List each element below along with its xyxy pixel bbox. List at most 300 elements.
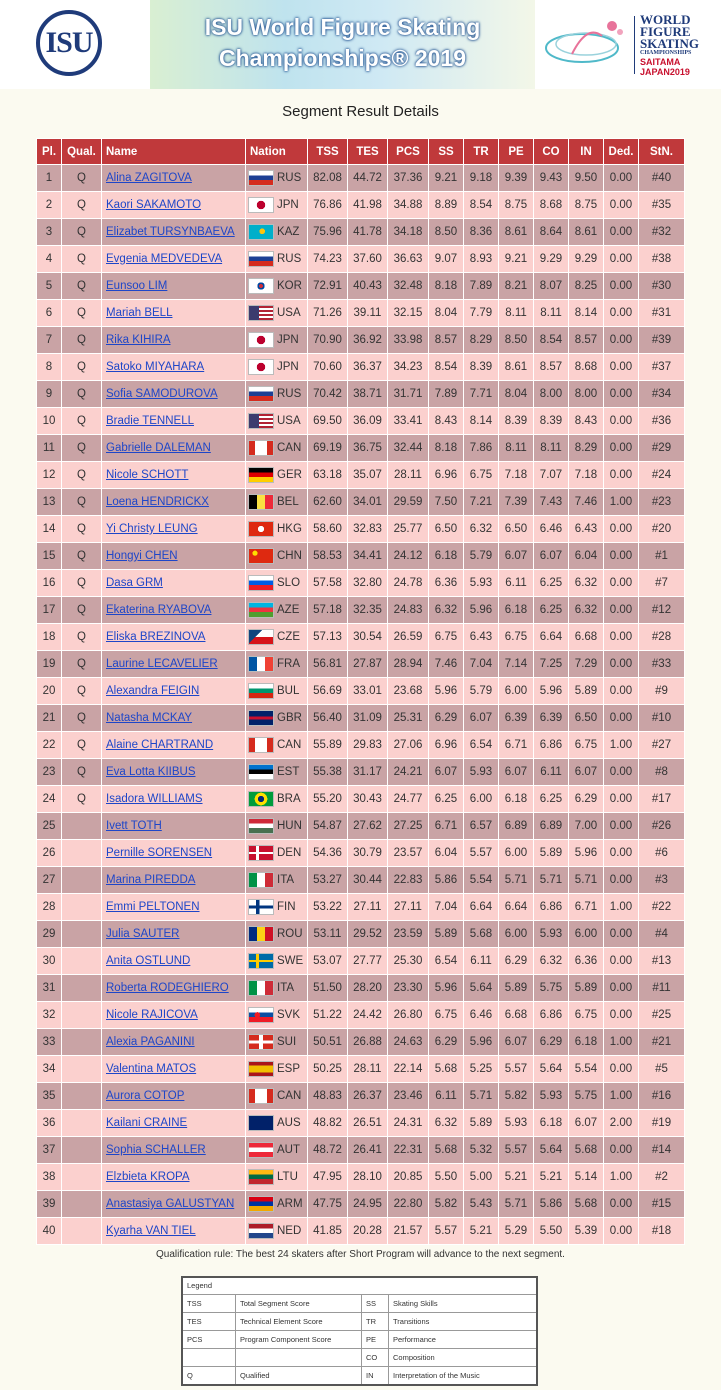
cell-stn: #20 xyxy=(639,516,685,543)
cell-placement: 4 xyxy=(37,246,62,273)
cell-stn: #12 xyxy=(639,597,685,624)
cell-tes: 26.37 xyxy=(348,1083,388,1110)
cell-pe: 6.00 xyxy=(499,921,534,948)
cell-pe: 7.18 xyxy=(499,462,534,489)
cell-name xyxy=(102,246,246,273)
cell-name xyxy=(102,651,246,678)
nation-code: NED xyxy=(277,1225,302,1238)
cell-name xyxy=(102,273,246,300)
cell-stn: #13 xyxy=(639,948,685,975)
col-header-tr: TR xyxy=(464,139,499,165)
cell-tss: 48.82 xyxy=(308,1110,348,1137)
cell-qualified xyxy=(62,840,102,867)
cell-nation xyxy=(246,678,308,705)
col-header-ss: SS xyxy=(429,139,464,165)
skater-name-link[interactable]: Julia SAUTER xyxy=(106,928,180,940)
cell-ss: 6.96 xyxy=(429,732,464,759)
cell-name xyxy=(102,1083,246,1110)
cell-stn: #26 xyxy=(639,813,685,840)
cell-co: 8.11 xyxy=(534,435,569,462)
nation-code: CHN xyxy=(277,550,302,563)
cell-stn: #40 xyxy=(639,165,685,192)
flag-icon xyxy=(248,1169,274,1185)
nation-code: CAN xyxy=(277,442,302,455)
skater-name-link[interactable]: Anita OSTLUND xyxy=(106,955,191,967)
cell-name xyxy=(102,1110,246,1137)
table-row xyxy=(37,165,685,192)
table-row xyxy=(37,813,685,840)
cell-in: 6.75 xyxy=(569,1002,604,1029)
nation-code: HKG xyxy=(277,523,302,536)
cell-in: 6.43 xyxy=(569,516,604,543)
cell-stn: #36 xyxy=(639,408,685,435)
skater-name-link[interactable]: Hongyi CHEN xyxy=(106,550,178,562)
cell-co: 7.07 xyxy=(534,462,569,489)
table-row xyxy=(37,1002,685,1029)
cell-tes: 35.07 xyxy=(348,462,388,489)
cell-pe: 8.61 xyxy=(499,354,534,381)
cell-co: 8.64 xyxy=(534,219,569,246)
cell-in: 5.71 xyxy=(569,867,604,894)
cell-stn: #28 xyxy=(639,624,685,651)
table-row xyxy=(37,975,685,1002)
cell-placement: 30 xyxy=(37,948,62,975)
cell-co: 5.64 xyxy=(534,1056,569,1083)
nation-code: KOR xyxy=(277,280,302,293)
cell-placement: 12 xyxy=(37,462,62,489)
cell-tr: 5.68 xyxy=(464,921,499,948)
cell-qualified xyxy=(62,975,102,1002)
flag-icon xyxy=(248,1142,274,1158)
wfs-line5: SAITAMA xyxy=(640,57,681,67)
legend-abbreviation: PCS xyxy=(183,1331,236,1348)
skater-name-link[interactable]: Alexandra FEIGIN xyxy=(106,685,200,697)
legend-description: Total Segment Score xyxy=(236,1295,362,1312)
cell-stn: #14 xyxy=(639,1137,685,1164)
legend-abbreviation: TR xyxy=(362,1313,389,1330)
skater-name-link[interactable]: Dasa GRM xyxy=(106,577,163,589)
cell-ded: 0.00 xyxy=(604,975,639,1002)
table-row xyxy=(37,1056,685,1083)
cell-ss: 6.32 xyxy=(429,1110,464,1137)
cell-in: 9.29 xyxy=(569,246,604,273)
cell-tr: 9.18 xyxy=(464,165,499,192)
cell-co: 5.96 xyxy=(534,678,569,705)
cell-qualified xyxy=(62,1056,102,1083)
cell-placement: 31 xyxy=(37,975,62,1002)
table-row xyxy=(37,840,685,867)
skater-name-link[interactable]: Ekaterina RYABOVA xyxy=(106,604,212,616)
cell-tr: 6.32 xyxy=(464,516,499,543)
cell-nation xyxy=(246,327,308,354)
flag-icon xyxy=(248,980,274,996)
skater-name-link[interactable]: Eunsoo LIM xyxy=(106,280,168,292)
cell-pcs: 22.31 xyxy=(388,1137,429,1164)
cell-nation xyxy=(246,354,308,381)
cell-tr: 5.79 xyxy=(464,543,499,570)
cell-qualified: Q xyxy=(62,300,102,327)
cell-pcs: 24.78 xyxy=(388,570,429,597)
cell-in: 8.25 xyxy=(569,273,604,300)
cell-ss: 7.46 xyxy=(429,651,464,678)
cell-name xyxy=(102,543,246,570)
cell-placement: 14 xyxy=(37,516,62,543)
cell-tss: 41.85 xyxy=(308,1218,348,1245)
flag-icon xyxy=(248,332,274,348)
cell-tr: 6.00 xyxy=(464,786,499,813)
cell-ss: 6.11 xyxy=(429,1083,464,1110)
cell-placement: 28 xyxy=(37,894,62,921)
cell-tss: 76.86 xyxy=(308,192,348,219)
cell-tss: 63.18 xyxy=(308,462,348,489)
cell-pe: 6.07 xyxy=(499,759,534,786)
cell-placement: 2 xyxy=(37,192,62,219)
skater-name-link[interactable]: Mariah BELL xyxy=(106,307,173,319)
cell-tr: 5.96 xyxy=(464,597,499,624)
cell-co: 6.46 xyxy=(534,516,569,543)
cell-co: 6.39 xyxy=(534,705,569,732)
nation-code: FIN xyxy=(277,901,296,914)
cell-tes: 29.52 xyxy=(348,921,388,948)
cell-tr: 8.39 xyxy=(464,354,499,381)
cell-pcs: 24.31 xyxy=(388,1110,429,1137)
cell-pe: 8.11 xyxy=(499,435,534,462)
skater-name-link[interactable]: Bradie TENNELL xyxy=(106,415,194,427)
cell-qualified: Q xyxy=(62,516,102,543)
cell-tes: 30.54 xyxy=(348,624,388,651)
cell-co: 6.11 xyxy=(534,759,569,786)
col-header-qual: Qual. xyxy=(62,139,102,165)
table-row xyxy=(37,516,685,543)
cell-qualified: Q xyxy=(62,543,102,570)
skater-name-link[interactable]: Nicole SCHOTT xyxy=(106,469,189,481)
cell-stn: #15 xyxy=(639,1191,685,1218)
nation-code: ITA xyxy=(277,874,295,887)
nation-code: RUS xyxy=(277,388,302,401)
cell-tss: 58.60 xyxy=(308,516,348,543)
cell-ss: 5.96 xyxy=(429,975,464,1002)
cell-qualified: Q xyxy=(62,219,102,246)
cell-tr: 6.64 xyxy=(464,894,499,921)
cell-pcs: 21.57 xyxy=(388,1218,429,1245)
cell-co: 6.32 xyxy=(534,948,569,975)
skater-name-link[interactable]: Evgenia MEDVEDEVA xyxy=(106,253,223,265)
cell-pcs: 24.77 xyxy=(388,786,429,813)
cell-name xyxy=(102,840,246,867)
cell-nation xyxy=(246,705,308,732)
skater-name-link[interactable]: Yi Christy LEUNG xyxy=(106,523,198,535)
cell-placement: 3 xyxy=(37,219,62,246)
cell-pe: 7.39 xyxy=(499,489,534,516)
cell-stn: #9 xyxy=(639,678,685,705)
nation-code: JPN xyxy=(277,334,299,347)
cell-nation xyxy=(246,1056,308,1083)
cell-qualified: Q xyxy=(62,489,102,516)
skater-name-link[interactable]: Alexia PAGANINI xyxy=(106,1036,195,1048)
cell-pcs: 23.57 xyxy=(388,840,429,867)
cell-tss: 50.51 xyxy=(308,1029,348,1056)
skater-name-link[interactable]: Emmi PELTONEN xyxy=(106,901,200,913)
cell-pcs: 20.85 xyxy=(388,1164,429,1191)
cell-tes: 24.95 xyxy=(348,1191,388,1218)
skater-name-link[interactable]: Eva Lotta KIIBUS xyxy=(106,766,196,778)
skater-name-link[interactable]: Alaine CHARTRAND xyxy=(106,739,214,751)
skater-name-link[interactable]: Aurora COTOP xyxy=(106,1090,185,1102)
cell-ss: 6.96 xyxy=(429,462,464,489)
cell-tes: 31.09 xyxy=(348,705,388,732)
cell-name xyxy=(102,516,246,543)
cell-qualified: Q xyxy=(62,462,102,489)
cell-in: 5.14 xyxy=(569,1164,604,1191)
cell-ss: 8.43 xyxy=(429,408,464,435)
cell-tss: 47.95 xyxy=(308,1164,348,1191)
skater-name-link[interactable]: Elzbieta KROPA xyxy=(106,1171,190,1183)
event-banner xyxy=(0,0,721,89)
cell-pcs: 24.63 xyxy=(388,1029,429,1056)
cell-name xyxy=(102,624,246,651)
flag-icon xyxy=(248,629,274,645)
cell-tes: 27.11 xyxy=(348,894,388,921)
cell-ss: 8.89 xyxy=(429,192,464,219)
cell-placement: 13 xyxy=(37,489,62,516)
table-row xyxy=(37,273,685,300)
table-row xyxy=(37,246,685,273)
cell-placement: 25 xyxy=(37,813,62,840)
cell-co: 6.86 xyxy=(534,732,569,759)
cell-pe: 9.21 xyxy=(499,246,534,273)
skater-name-link[interactable]: Kailani CRAINE xyxy=(106,1117,188,1129)
col-header-tes: TES xyxy=(348,139,388,165)
table-row xyxy=(37,894,685,921)
cell-nation xyxy=(246,1083,308,1110)
cell-tes: 36.09 xyxy=(348,408,388,435)
isu-logo-text: ISU xyxy=(45,26,93,59)
flag-icon xyxy=(248,1115,274,1131)
cell-name xyxy=(102,1029,246,1056)
cell-qualified: Q xyxy=(62,678,102,705)
cell-stn: #38 xyxy=(639,246,685,273)
cell-pe: 6.18 xyxy=(499,597,534,624)
cell-ded: 2.00 xyxy=(604,1110,639,1137)
skater-name-link[interactable]: Ivett TOTH xyxy=(106,820,162,832)
flag-icon xyxy=(248,575,274,591)
isu-logo[interactable] xyxy=(36,10,102,76)
cell-ss: 7.89 xyxy=(429,381,464,408)
cell-qualified: Q xyxy=(62,246,102,273)
legend-description: Skating Skills xyxy=(393,1299,438,1308)
cell-name xyxy=(102,192,246,219)
cell-tes: 28.11 xyxy=(348,1056,388,1083)
cell-pe: 5.29 xyxy=(499,1218,534,1245)
cell-qualified: Q xyxy=(62,273,102,300)
skater-name-link[interactable]: Marina PIREDDA xyxy=(106,874,196,886)
cell-co: 8.11 xyxy=(534,300,569,327)
flag-icon xyxy=(248,1007,274,1023)
flag-icon xyxy=(248,1196,274,1212)
cell-qualified: Q xyxy=(62,597,102,624)
cell-name xyxy=(102,921,246,948)
skater-name-link[interactable]: Loena HENDRICKX xyxy=(106,496,209,508)
cell-tr: 5.71 xyxy=(464,1083,499,1110)
table-row xyxy=(37,1029,685,1056)
table-row xyxy=(37,381,685,408)
cell-placement: 20 xyxy=(37,678,62,705)
flag-icon xyxy=(248,467,274,483)
table-row xyxy=(37,1218,685,1245)
cell-in: 8.57 xyxy=(569,327,604,354)
cell-stn: #21 xyxy=(639,1029,685,1056)
cell-ss: 5.57 xyxy=(429,1218,464,1245)
skater-name-link[interactable]: Anastasiya GALUSTYAN xyxy=(106,1198,235,1210)
cell-pcs: 29.59 xyxy=(388,489,429,516)
cell-tr: 6.07 xyxy=(464,705,499,732)
cell-co: 5.75 xyxy=(534,975,569,1002)
cell-co: 6.29 xyxy=(534,1029,569,1056)
nation-code: SLO xyxy=(277,577,301,590)
skater-name-link[interactable]: Isadora WILLIAMS xyxy=(106,793,203,805)
flag-icon xyxy=(248,926,274,942)
skater-name-link[interactable]: Elizabet TURSYNBAEVA xyxy=(106,226,235,238)
cell-pe: 9.39 xyxy=(499,165,534,192)
cell-qualified: Q xyxy=(62,408,102,435)
cell-tes: 36.92 xyxy=(348,327,388,354)
cell-qualified xyxy=(62,1218,102,1245)
skater-name-link[interactable]: Valentina MATOS xyxy=(106,1063,197,1075)
cell-in: 8.43 xyxy=(569,408,604,435)
cell-pe: 6.00 xyxy=(499,678,534,705)
cell-tss: 54.36 xyxy=(308,840,348,867)
skater-name-link[interactable]: Rika KIHIRA xyxy=(106,334,171,346)
skater-name-link[interactable]: Sophia SCHALLER xyxy=(106,1144,206,1156)
cell-placement: 10 xyxy=(37,408,62,435)
cell-pe: 8.50 xyxy=(499,327,534,354)
cell-nation xyxy=(246,462,308,489)
legend-row xyxy=(183,1331,536,1349)
cell-stn: #11 xyxy=(639,975,685,1002)
skater-name-link[interactable]: Alina ZAGITOVA xyxy=(106,172,192,184)
legend-abbreviation: IN xyxy=(362,1367,389,1384)
cell-tr: 5.25 xyxy=(464,1056,499,1083)
cell-stn: #2 xyxy=(639,1164,685,1191)
cell-pe: 8.75 xyxy=(499,192,534,219)
skater-name-link[interactable]: Roberta RODEGHIERO xyxy=(106,982,229,994)
cell-ded: 0.00 xyxy=(604,759,639,786)
cell-qualified xyxy=(62,1137,102,1164)
cell-co: 5.50 xyxy=(534,1218,569,1245)
cell-nation xyxy=(246,840,308,867)
cell-co: 5.93 xyxy=(534,921,569,948)
col-header-name: Name xyxy=(102,139,246,165)
legend-abbreviation xyxy=(183,1349,236,1366)
skater-name-link[interactable]: Eliska BREZINOVA xyxy=(106,631,206,643)
cell-qualified: Q xyxy=(62,786,102,813)
table-row xyxy=(37,624,685,651)
cell-nation xyxy=(246,948,308,975)
cell-name xyxy=(102,894,246,921)
cell-tss: 69.50 xyxy=(308,408,348,435)
cell-pcs: 23.68 xyxy=(388,678,429,705)
cell-in: 6.07 xyxy=(569,759,604,786)
cell-co: 6.25 xyxy=(534,597,569,624)
cell-ded: 0.00 xyxy=(604,1002,639,1029)
cell-ss: 6.04 xyxy=(429,840,464,867)
skater-name-link[interactable]: Sofia SAMODUROVA xyxy=(106,388,218,400)
skater-name-link[interactable]: Kyarha VAN TIEL xyxy=(106,1225,196,1237)
skater-name-link[interactable]: Kaori SAKAMOTO xyxy=(106,199,202,211)
cell-tss: 53.11 xyxy=(308,921,348,948)
cell-tr: 7.71 xyxy=(464,381,499,408)
cell-name xyxy=(102,1056,246,1083)
cell-nation xyxy=(246,570,308,597)
cell-ss: 6.54 xyxy=(429,948,464,975)
cell-tss: 57.18 xyxy=(308,597,348,624)
nation-code: AUT xyxy=(277,1144,300,1157)
cell-pe: 5.57 xyxy=(499,1056,534,1083)
cell-qualified xyxy=(62,1002,102,1029)
skater-name-link[interactable]: Satoko MIYAHARA xyxy=(106,361,205,373)
skater-name-link[interactable]: Nicole RAJICOVA xyxy=(106,1009,198,1021)
table-row xyxy=(37,597,685,624)
cell-in: 5.39 xyxy=(569,1218,604,1245)
cell-tr: 5.21 xyxy=(464,1218,499,1245)
cell-nation xyxy=(246,786,308,813)
legend-row xyxy=(183,1349,536,1367)
cell-pcs: 22.80 xyxy=(388,1191,429,1218)
col-header-stn: StN. xyxy=(639,139,685,165)
cell-co: 6.64 xyxy=(534,624,569,651)
cell-name xyxy=(102,1002,246,1029)
table-row xyxy=(37,1083,685,1110)
cell-pcs: 26.59 xyxy=(388,624,429,651)
legend-description: Composition xyxy=(393,1353,435,1362)
table-row xyxy=(37,408,685,435)
skater-name-link[interactable]: Natasha MCKAY xyxy=(106,712,193,724)
skater-name-link[interactable]: Gabrielle DALEMAN xyxy=(106,442,211,454)
cell-placement: 29 xyxy=(37,921,62,948)
cell-ss: 7.50 xyxy=(429,489,464,516)
flag-icon xyxy=(248,548,274,564)
cell-pcs: 22.83 xyxy=(388,867,429,894)
cell-stn: #30 xyxy=(639,273,685,300)
cell-ss: 6.36 xyxy=(429,570,464,597)
cell-in: 6.68 xyxy=(569,624,604,651)
cell-qualified xyxy=(62,867,102,894)
cell-ded: 0.00 xyxy=(604,273,639,300)
cell-in: 8.14 xyxy=(569,300,604,327)
cell-ss: 8.04 xyxy=(429,300,464,327)
legend-description: Technical Element Score xyxy=(236,1313,362,1330)
cell-tes: 44.72 xyxy=(348,165,388,192)
nation-code: USA xyxy=(277,415,301,428)
cell-nation xyxy=(246,813,308,840)
cell-co: 8.39 xyxy=(534,408,569,435)
cell-in: 7.46 xyxy=(569,489,604,516)
cell-placement: 38 xyxy=(37,1164,62,1191)
cell-in: 6.32 xyxy=(569,570,604,597)
col-header-ded: Ded. xyxy=(604,139,639,165)
legend-description: Qualified xyxy=(236,1367,362,1384)
cell-co: 6.25 xyxy=(534,570,569,597)
skater-name-link[interactable]: Laurine LECAVELIER xyxy=(106,658,218,670)
cell-placement: 22 xyxy=(37,732,62,759)
col-header-tss: TSS xyxy=(308,139,348,165)
flag-icon xyxy=(248,845,274,861)
cell-co: 6.25 xyxy=(534,786,569,813)
skater-name-link[interactable]: Pernille SORENSEN xyxy=(106,847,213,859)
cell-tss: 55.38 xyxy=(308,759,348,786)
cell-ded: 0.00 xyxy=(604,462,639,489)
cell-stn: #17 xyxy=(639,786,685,813)
